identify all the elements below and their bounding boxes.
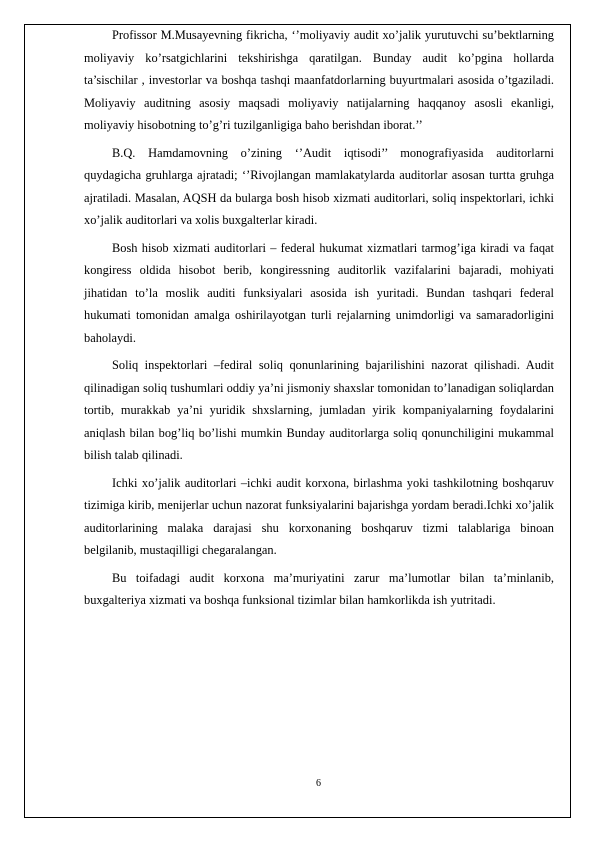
document-body <box>84 24 554 617</box>
paragraph-musayev-quote: Profissor M.Musayevning fikricha, ‘’moliyaviy audit xo’jalik yurutuvchi su’bektlarning moliyaviy ko’rsatgichlarini tekshirishga qaratilgan. Bunday audit ko’pgina hollarda ta’sischilar , investorlar va boshqa tashqi maanfatdorlarning buyurtmalari asosida o’tgaziladi. Moliyaviy auditning asosiy maqsadi moliyaviy natijalarning haqqanoy asosli ekanligi, moliyaviy hisobotning to’g’ri tuzilganligiga baho berishdan iborat.’’ <box>84 28 554 132</box>
paragraph-hamdamov-groups: B.Q. Hamdamovning o’zining ‘’Audit iqtisodi’’ monografiyasida auditorlarni quydagicha gruhlarga ajratadi; ‘’Rivojlangan mamlakatylarda auditorlar asosan turtta gruhga ajratiladi. Masalan, AQSH da bularga bosh hisob xizmati auditorlari, soliq inspektorlari, ichki xo’jalik auditorlari va xolis buxgalterlar kiradi. <box>84 145 554 227</box>
paragraph-general-accounting-auditors: Bosh hisob xizmati auditorlari – federal hukumat xizmatlari tarmog’iga kiradi va faqat kongiress oldida hisobot berib, kongiressning auditorlik vazifalarini bajaradi, mohiyati jihatidan to’la moslik auditi funksiyalari asosida ish yuritadi. Bundan tashqari federal hukumati tomonidan amalga oshirilayotgan turli rejalarning unimdorligi va samaradorligini baholaydi. <box>84 240 554 345</box>
paragraph-tax-inspectors: Soliq inspektorlari –fediral soliq qonunlarining bajarilishini nazorat qilishadi. Audit qilinadigan soliq tushumlari oddiy ya’ni jismoniy shaxslar tomonidan to’lanadigan soliqlardan tortib, murakkab ya’ni yuridik shxslarning, jumladan yirik kompaniyalarning foydalarini aniqlash bilan bog’liq bo’lishi mumkin Bunday auditorlarga soliq qonunchiligini mukammal bilish talab qilinadi. <box>84 358 554 462</box>
paragraph-internal-auditors: Ichki xo’jalik auditorlari –ichki audit korxona, birlashma yoki tashkilotning boshqaruv tizimiga kirib, menijerlar uchun nazorat funksiyalarini bajarishga yordam beradi.Ichki xo’jalik auditorlarining malaka darajasi shu korxonaning boshqaruv tizmi talablariga binoan belgilanib, mustaqilligi chegaralangan. <box>84 475 554 557</box>
page-number: 6 <box>316 778 321 789</box>
paragraph-audit-category: Bu toifadagi audit korxona ma’muriyatini zarur ma’lumotlar bilan ta’minlanib, buxgalteriya xizmati va boshqa funksional tizimlar bilan hamkorlikda ish yutritadi. <box>84 570 554 607</box>
